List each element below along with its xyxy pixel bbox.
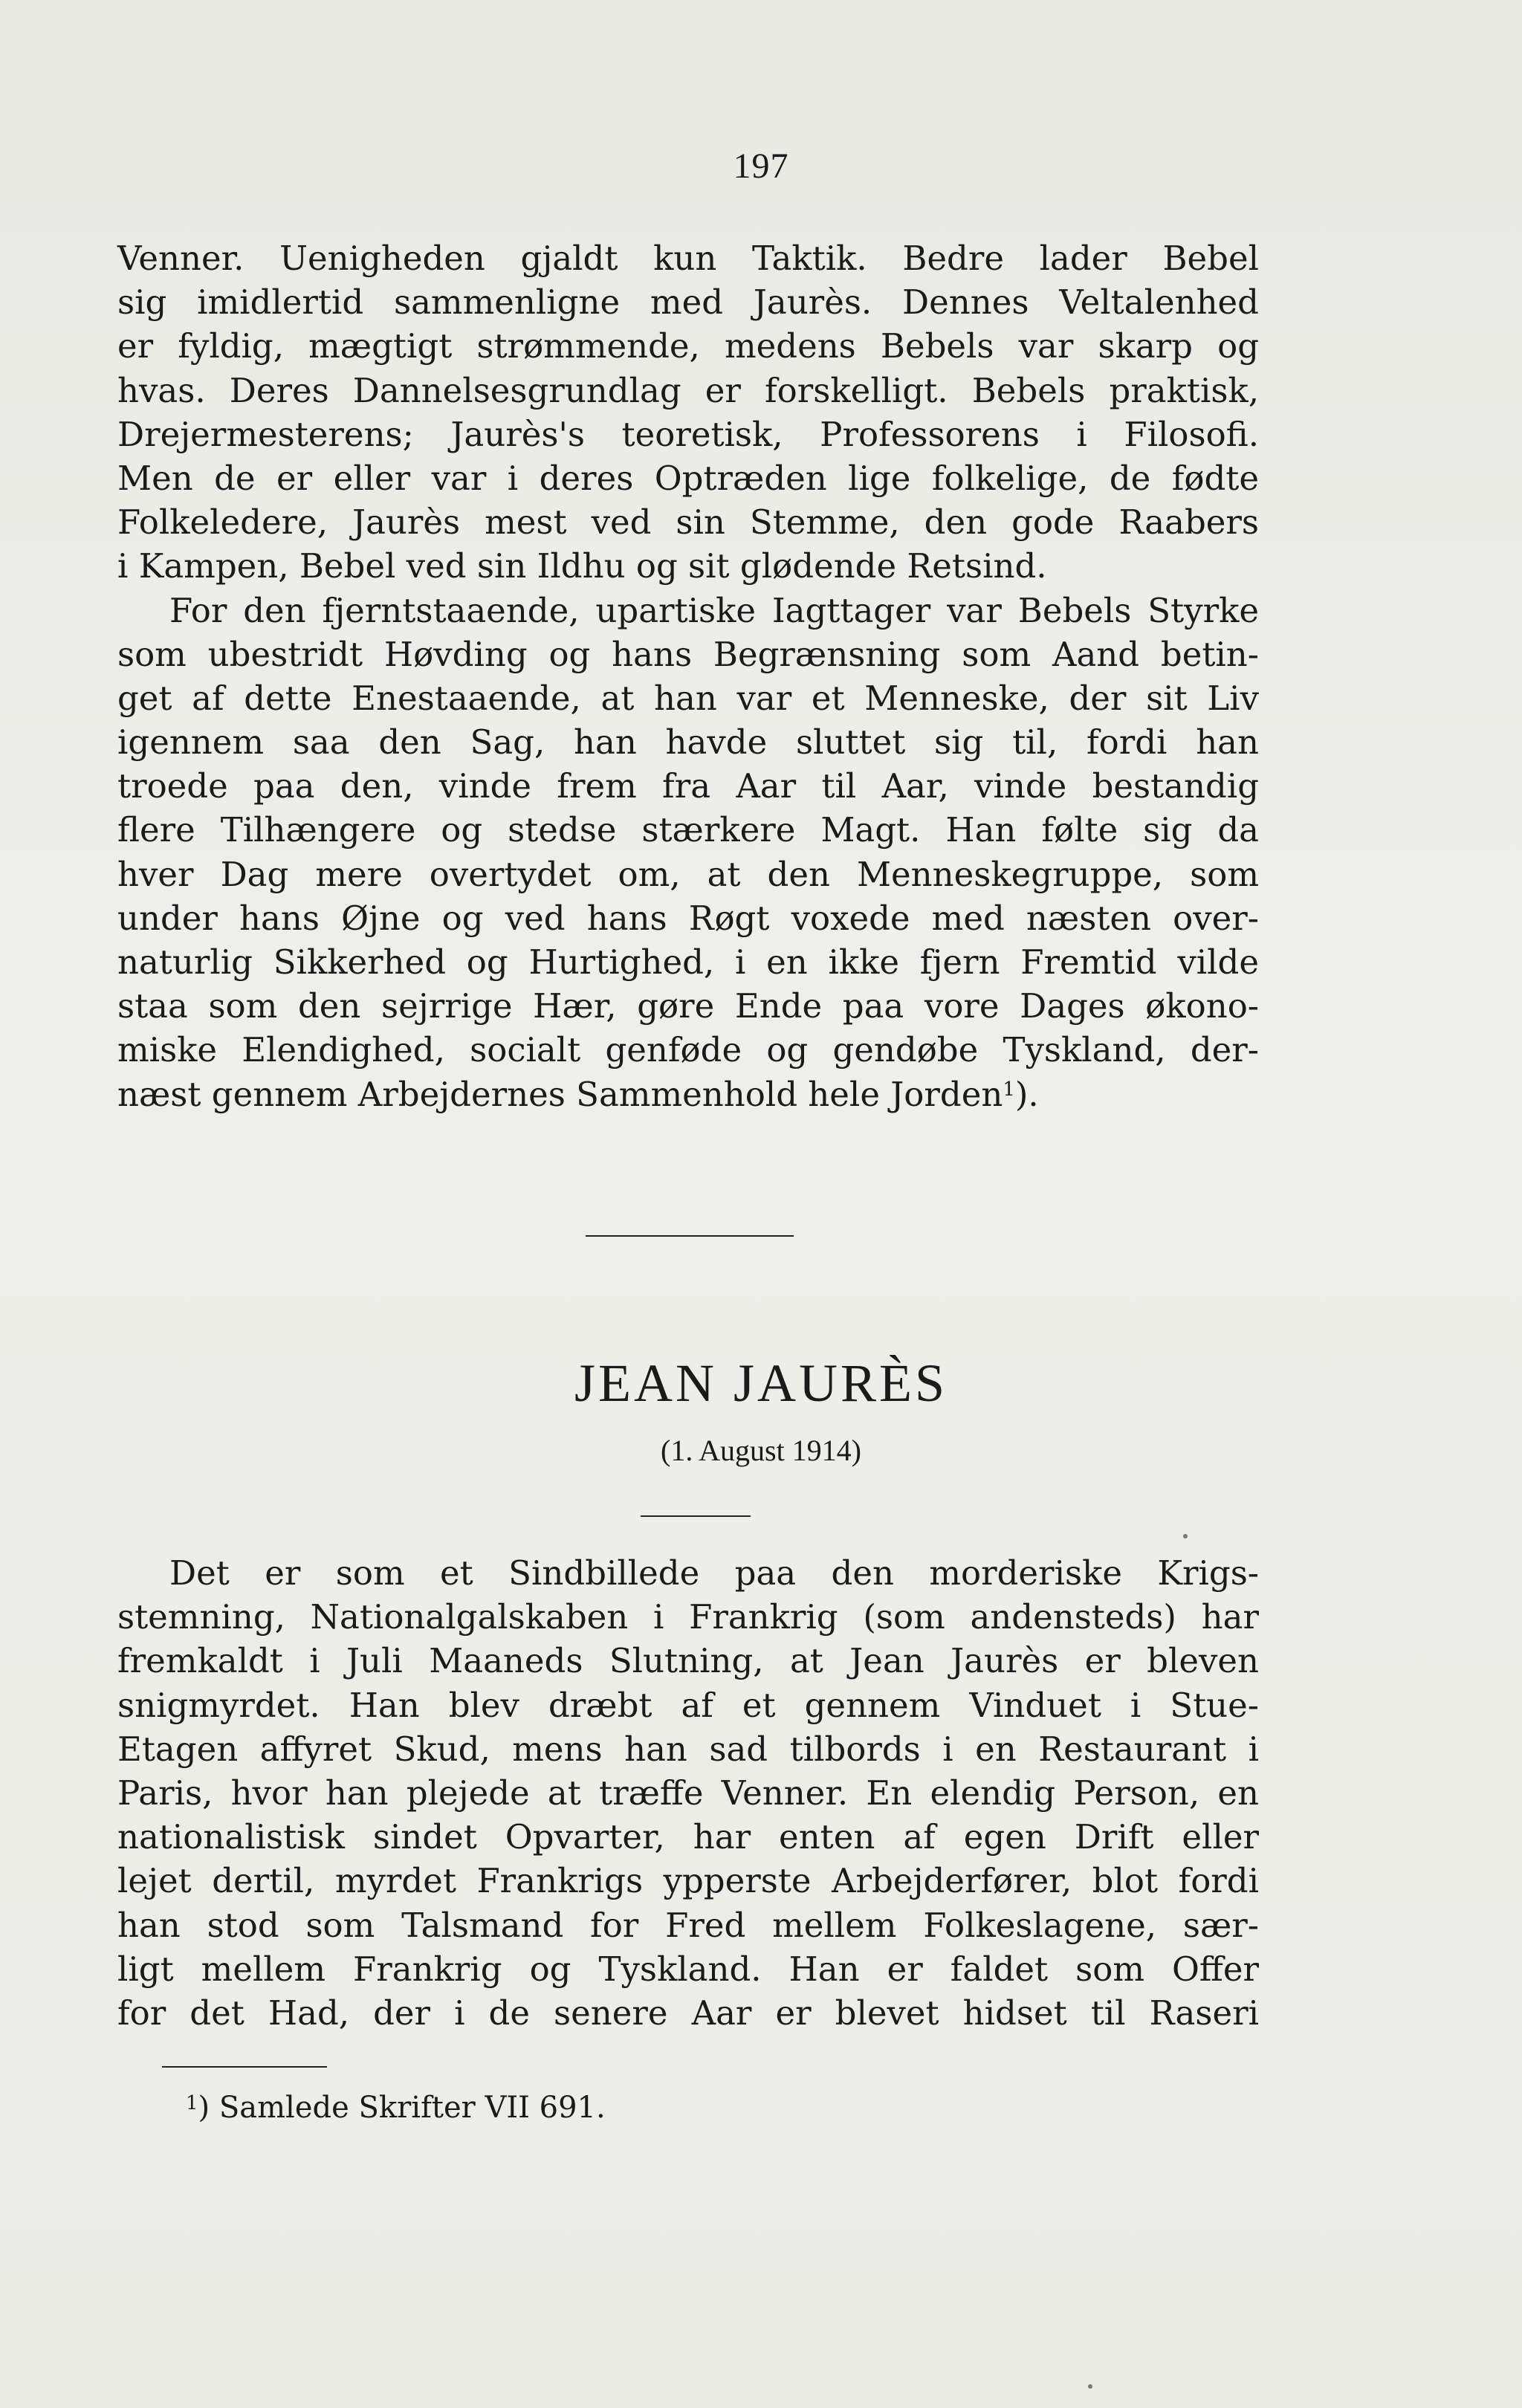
text-line: stemning, Nationalgalskaben i Frankrig (som andensteds) har — [117, 1597, 1259, 1637]
text-line-last — [117, 1072, 1259, 1116]
text-line: hver Dag mere overtydet om, at den Menneskegruppe, som — [117, 854, 1259, 894]
chapter-date: (1. August 1914) — [661, 1434, 861, 1467]
footnote-marker: 1 — [186, 2092, 198, 2114]
text-line: snigmyrdet. Han blev dræbt af et gennem Vinduet i Stue- — [117, 1685, 1259, 1725]
text-line: staa som den sejrrige Hær, gøre Ende paa vore Dages økono- — [117, 986, 1259, 1026]
text-line: Folkeledere, Jaurès mest ved sin Stemme, den gode Raabers — [117, 502, 1259, 543]
footnote-reference[interactable]: 1 — [1003, 1078, 1015, 1101]
text-line-end: ). — [1014, 1074, 1039, 1114]
text-line: som ubestridt Høvding og hans Begrænsning som Aand betin- — [117, 634, 1259, 674]
page-number: 197 — [733, 146, 789, 186]
section-divider-top — [586, 1235, 794, 1237]
text-line: er fyldig, mægtigt strømmende, medens Bebels var skarp og — [117, 326, 1259, 366]
text-line: ligt mellem Frankrig og Tyskland. Han er faldet som Offer — [117, 1949, 1259, 1989]
footnote — [186, 2087, 606, 2129]
section-divider-bottom — [641, 1515, 751, 1517]
text-line: lejet dertil, myrdet Frankrigs ypperste Arbejderfører, blot fordi — [117, 1861, 1259, 1901]
footnote-text: Samlede Skrifter VII 691. — [218, 2091, 606, 2125]
text-line: fremkaldt i Juli Maaneds Slutning, at Jean Jaurès er bleven — [117, 1641, 1259, 1681]
text-line: Paris, hvor han plejede at træffe Venner. En elendig Person, en — [117, 1773, 1259, 1813]
footnote-separator — [162, 2066, 327, 2068]
text-line-content: næst gennem Arbejdernes Sammenhold hele Jorden — [117, 1074, 1003, 1114]
text-line: Etagen affyret Skud, mens han sad tilbords i en Restaurant i — [117, 1729, 1259, 1769]
text-block-top — [117, 236, 1259, 1116]
text-line: Det er som et Sindbillede paa den morderiske Krigs- — [169, 1553, 1259, 1593]
text-line: get af dette Enestaaende, at han var et Menneske, der sit Liv — [117, 678, 1259, 718]
text-line: nationalistisk sindet Opvarter, har enten af egen Drift eller — [117, 1817, 1259, 1857]
text-line: sig imidlertid sammenligne med Jaurès. Dennes Veltalenhed — [117, 282, 1259, 323]
text-line: troede paa den, vinde frem fra Aar til Aar, vinde bestandig — [117, 766, 1259, 806]
paper-speck — [1088, 2384, 1092, 2389]
text-line: for det Had, der i de senere Aar er blevet hidset til Raseri — [117, 1993, 1259, 2033]
text-block-chapter — [117, 1551, 1259, 2035]
text-line: miske Elendighed, socialt genføde og gendøbe Tyskland, der- — [117, 1030, 1259, 1070]
text-line: under hans Øjne og ved hans Røgt voxede med næsten over- — [117, 898, 1259, 938]
text-line: i Kampen, Bebel ved sin Ildhu og sit glødende Retsind. — [117, 546, 1047, 586]
text-line: Men de er eller var i deres Optræden lige folkelige, de fødte — [117, 458, 1259, 498]
footnote-marker-close: ) — [198, 2091, 210, 2125]
paper-speck — [1183, 1534, 1188, 1538]
text-line: han stod som Talsmand for Fred mellem Folkeslagene, sær- — [117, 1905, 1259, 1945]
text-line: hvas. Deres Dannelsesgrundlag er forskelligt. Bebels praktisk, — [117, 370, 1259, 410]
text-line: naturlig Sikkerhed og Hurtighed, i en ikke fjern Fremtid vilde — [117, 942, 1259, 982]
text-line: flere Tilhængere og stedse stærkere Magt. Han følte sig da — [117, 810, 1259, 850]
text-line: igennem saa den Sag, han havde sluttet sig til, fordi han — [117, 722, 1259, 763]
text-line: Venner. Uenigheden gjaldt kun Taktik. Bedre lader Bebel — [117, 239, 1259, 278]
text-line: For den fjerntstaaende, upartiske Iagttager var Bebels Styrke — [169, 590, 1259, 630]
text-line: Drejermesterens; Jaurès's teoretisk, Professorens i Filosofi. — [117, 414, 1259, 454]
chapter-title: JEAN JAURÈS — [574, 1353, 948, 1413]
